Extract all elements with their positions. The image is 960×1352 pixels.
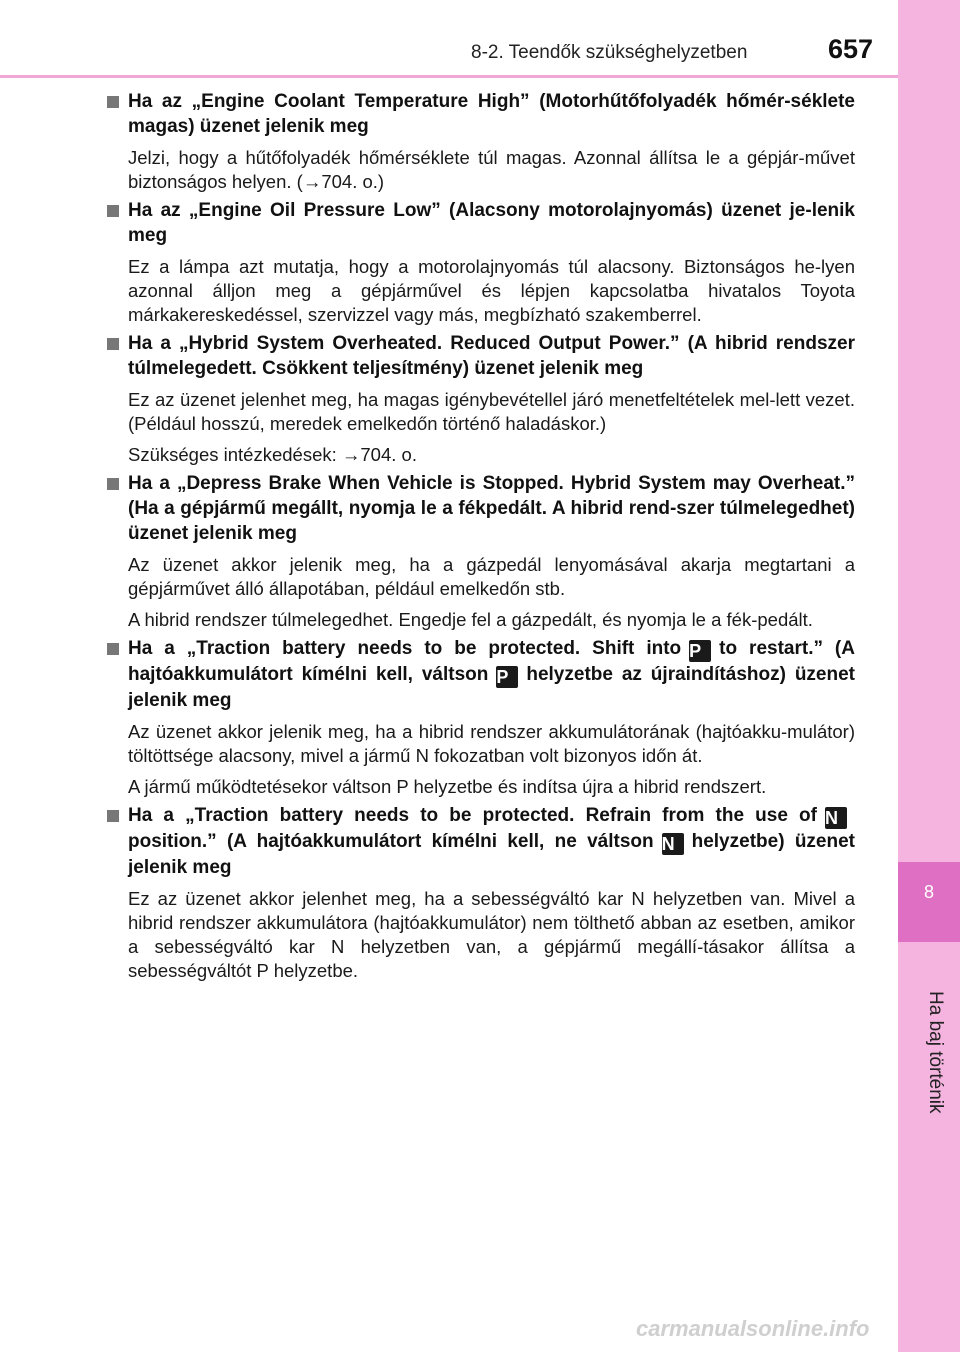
square-bullet-icon [107,205,119,217]
square-bullet-icon [107,810,119,822]
park-position-icon: P [496,666,518,688]
chapter-title: Ha baj történik [925,991,946,1114]
page-content [107,89,855,987]
chapter-number: 8 [923,882,934,902]
square-bullet-icon [107,338,119,350]
park-position-icon: P [689,640,711,662]
section-heading [107,471,855,546]
section-shift-to-restart [107,636,855,799]
square-bullet-icon [107,96,119,108]
paragraph: Ez az üzenet akkor jelenhet meg, ha a sebességváltó kar N helyzetben van. Mivel a hibrid rendszer akkumulátora (hajtóakkumulátor) nem tölthető abban az esetben, amikor a sebességváltó kar N helyzetben van, a gépjármű megállí-tásakor állítsa a sebességváltót P helyzetbe. [128,888,855,981]
section-neutral-position [107,803,855,983]
watermark: carmanualsonline.info [636,1316,870,1341]
heading-text: to restart.” (A hajtóakkumulátort kímélni kell, váltson [128,638,855,685]
heading-text: Ha az „Engine Oil Pressure Low” (Alacsony motorolajnyomás) üzenet je-lenik meg [128,200,855,246]
heading-text: Ha a „Traction battery needs to be protected. Refrain from the use of [128,805,817,826]
heading-text: Ha a „Hybrid System Overheated. Reduced Output Power.” (A hibrid rendszer túlmelegedett. Csökkent teljesítmény) üzenet jelenik meg [128,333,855,379]
paragraph: Az üzenet akkor jelenik meg, ha a hibrid rendszer akkumulátorának (hajtóakku-mulátor) töltöttsége alacsony, mivel a jármű N fokozatban volt bizonyos időn át. [128,721,855,766]
section-title: 8-2. Teendők szükséghelyzetben [471,42,748,63]
section-heading [107,803,855,880]
paragraph: Jelzi, hogy a hűtőfolyadék hőmérséklete túl magas. Azonnal állítsa le a gépjár-művet biztonságos helyen. (→704. o.) [128,147,855,192]
section-coolant [107,89,855,194]
square-bullet-icon [107,643,119,655]
neutral-position-icon: N [662,833,684,855]
page-number: 657 [828,34,874,64]
paragraph: Szükséges intézkedések: →704. o. [128,444,417,465]
heading-text: Ha az „Engine Coolant Temperature High” (Motorhűtőfolyadék hőmér-séklete magas) üzenet jelenik meg [128,91,855,137]
heading-text: helyzetbe) üzenet jelenik meg [128,831,855,878]
square-bullet-icon [107,478,119,490]
heading-text: Ha a „Depress Brake When Vehicle is Stopped. Hybrid System may Overheat.” (Ha a gépjármű megállt, nyomja le a fékpedált. A hibrid rend-szer túlmelegedhet) üzenet jelenik meg [128,473,855,544]
paragraph: A jármű működtetésekor váltson P helyzetbe és indítsa újra a hibrid rendszert. [128,776,767,797]
paragraph: Ez az üzenet jelenhet meg, ha magas igénybevétellel járó menetfeltételek mel-lett vezet. (Például hosszú, meredek emelkedőn történő haladáskor.) [128,389,855,434]
paragraph: A hibrid rendszer túlmelegedhet. Engedje fel a gázpedált, és nyomja le a fék-pedált. [128,609,813,630]
chapter-side-tab [898,0,960,1352]
section-heading [107,331,855,381]
section-heading [107,89,855,139]
section-oil-pressure [107,198,855,327]
neutral-position-icon: N [825,807,847,829]
heading-text: Ha a „Traction battery needs to be protected. Shift into [128,638,682,659]
heading-text: position.” (A hajtóakkumulátort kímélni kell, ne váltson [128,831,654,852]
paragraph: Ez a lámpa azt mutatja, hogy a motorolajnyomás túl alacsony. Biztonságos he-lyen azonnal álljon meg a gépjárművel és lépjen kapcsolatba hivatalos Toyota márkakereskedéssel, szervizzel vagy más, megbízható szakemberrel. [128,256,855,325]
paragraph: Az üzenet akkor jelenik meg, ha a gázpedál lenyomásával akarja megtartani a gépjárművet álló állapotában, például emelkedőn stb. [128,554,855,599]
header-divider [0,75,898,78]
section-depress-brake [107,471,855,632]
section-heading [107,198,855,248]
section-heading [107,636,855,713]
section-system-overheated [107,331,855,467]
heading-text: helyzetbe az újraindításhoz) üzenet jelenik meg [128,664,855,711]
